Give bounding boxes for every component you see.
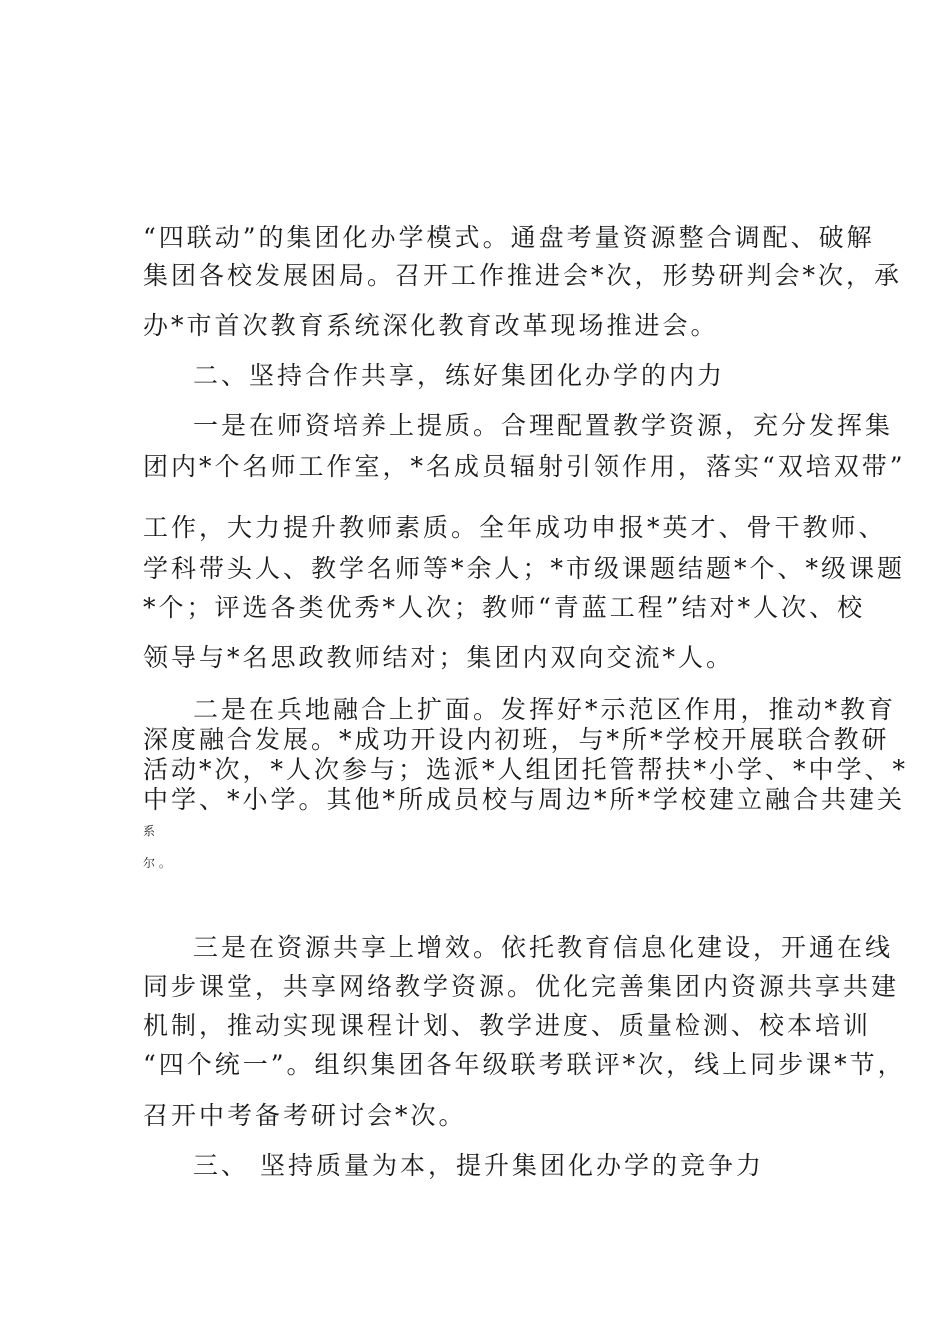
para2-line-5: *个；评选各类优秀*人次；教师“青蓝工程”结对*人次、校 [143,593,866,622]
section-heading-2: 二、坚持合作共享，练好集团化办学的内力 [193,361,726,390]
para4-line-2: 同步课堂，共享网络教学资源。优化完善集团内资源共享共建 [143,972,900,1001]
para3-fragment-1: 系 [143,824,156,838]
para4-line-3: 机制，推动实现课程计划、教学进度、质量检测、校本培训 [143,1011,872,1040]
para3-line-2: 深度融合发展。*成功开设内初班，与*所*学校开展联合教研 [143,725,890,754]
para3-line-1: 二是在兵地融合上扩面。发挥好*示范区作用，推动*教育 [193,695,897,724]
para4-line-5: 召开中考备考研讨会*次。 [143,1101,467,1130]
para2-line-2: 团内*个名师工作室，*名成员辐射引领作用，落实“双培双带” [143,452,906,481]
para2-line-1: 一是在师资培养上提质。合理配置教学资源，充分发挥集 [193,411,894,440]
para1-line-1: “四联动”的集团化办学模式。通盘考量资源整合调配、破解 [143,223,875,252]
para4-line-1: 三是在资源共享上增效。依托教育信息化建设，开通在线 [193,933,894,962]
para2-line-6: 领导与*名思政教师结对；集团内双向交流*人。 [143,643,735,672]
para4-line-4: “四个统一”。组织集团各年级联考联评*次，线上同步课*节， [143,1050,906,1079]
para1-line-2: 集团各校发展困局。召开工作推进会*次，形势研判会*次，承 [143,261,903,290]
para1-line-3: 办*市首次教育系统深化教育改革现场推进会。 [143,311,719,340]
para2-line-3: 工作，大力提升教师素质。全年成功申报*英才、骨干教师、 [143,513,887,542]
para3-fragment-2: 尔 。 [143,856,171,870]
para3-line-3: 活动*次，*人次参与；选派*人组团托管帮扶*小学、*中学、* [143,755,909,784]
para3-line-4: 中学、*小学。其他*所成员校与周边*所*学校建立融合共建关 [143,785,906,814]
para2-line-4: 学科带头人、教学名师等*余人；*市级课题结题*个、*级课题 [143,554,906,583]
section-heading-3: 三、 坚持质量为本，提升集团化办学的竞争力 [193,1151,764,1180]
